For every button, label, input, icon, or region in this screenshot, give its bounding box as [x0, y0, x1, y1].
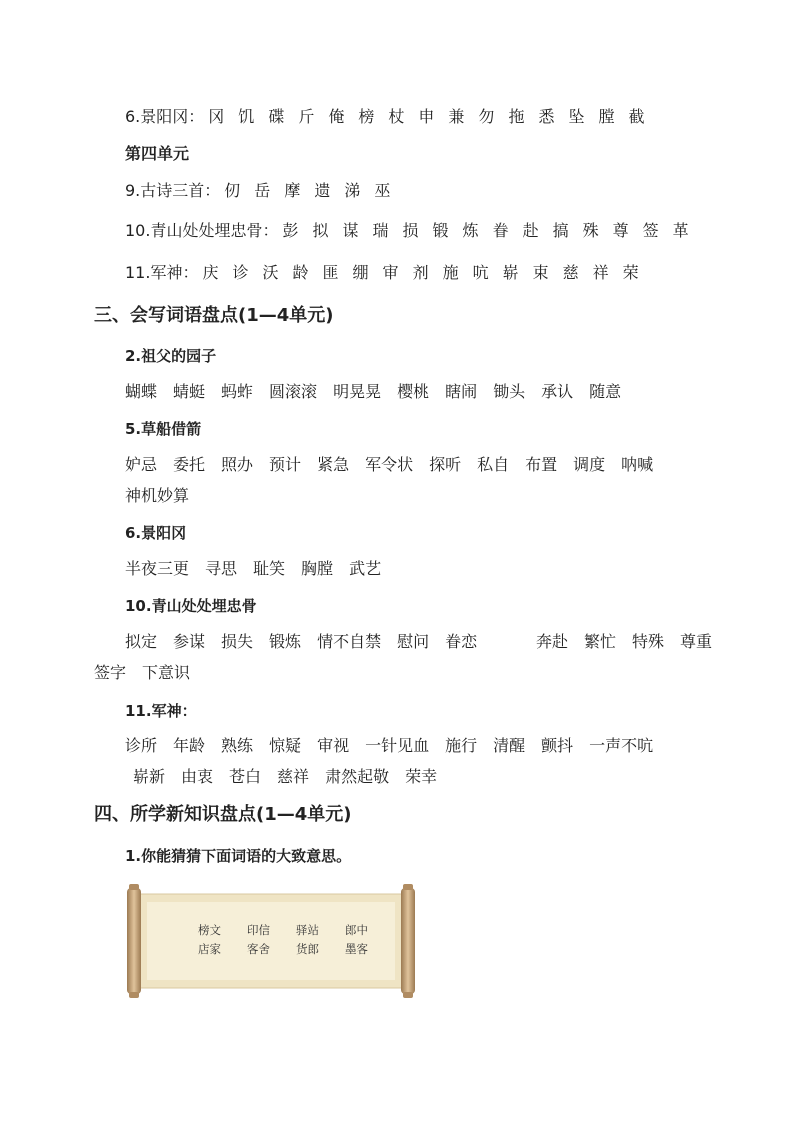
char: 审	[382, 263, 399, 282]
lesson6-char-row	[125, 106, 659, 128]
char: 饥	[238, 107, 255, 126]
char: 慈	[562, 263, 579, 282]
char: 崭	[502, 263, 519, 282]
word: 照办	[221, 455, 254, 474]
word: 瞎闹	[445, 382, 478, 401]
char: 瑞	[372, 221, 389, 240]
vocab-l10-words-1b	[536, 631, 712, 653]
word: 尊重	[680, 632, 713, 651]
vocab-l10-title: 10.青山处处埋忠骨	[125, 597, 257, 615]
word: 审视	[317, 736, 350, 755]
word: 荣幸	[405, 767, 438, 786]
char: 谋	[342, 221, 359, 240]
char: 剂	[412, 263, 429, 282]
char: 龄	[292, 263, 309, 282]
word: 调度	[573, 455, 606, 474]
char: 沃	[262, 263, 279, 282]
scroll-term: 墨客	[345, 942, 368, 956]
vocab-l10-words-2	[94, 662, 206, 684]
word: 樱桃	[397, 382, 430, 401]
word: 委托	[173, 455, 206, 474]
word: 损失	[221, 632, 254, 651]
char: 巫	[374, 181, 391, 200]
word: 签字	[94, 663, 127, 682]
char: 申	[418, 107, 435, 126]
word: 繁忙	[584, 632, 617, 651]
scroll-term: 驿站	[296, 923, 319, 937]
word: 蝴蝶	[125, 382, 158, 401]
word: 情不自禁	[317, 632, 382, 651]
char: 眷	[492, 221, 509, 240]
vocab-l2-words	[125, 381, 637, 403]
word: 年龄	[173, 736, 206, 755]
char: 拖	[508, 107, 525, 126]
char: 荣	[622, 263, 639, 282]
vocab-l11-title: 11.军神：	[125, 702, 197, 720]
char: 革	[672, 221, 689, 240]
char: 膛	[598, 107, 615, 126]
word: 私自	[477, 455, 510, 474]
word: 呐喊	[621, 455, 654, 474]
word: 诊所	[125, 736, 158, 755]
scroll-term: 榜文	[198, 923, 221, 937]
char: 赴	[522, 221, 539, 240]
char: 勿	[478, 107, 495, 126]
word: 承认	[541, 382, 574, 401]
char: 匪	[322, 263, 339, 282]
section4-title: 四、所学新知识盘点(1—4单元)	[94, 804, 352, 825]
word: 崭新	[133, 767, 166, 786]
char: 祥	[592, 263, 609, 282]
word: 特殊	[632, 632, 665, 651]
section3-title: 三、会写词语盘点(1—4单元)	[94, 305, 334, 326]
word: 参谋	[173, 632, 206, 651]
char: 遗	[314, 181, 331, 200]
word: 一声不吭	[589, 736, 654, 755]
char: 截	[628, 107, 645, 126]
word: 胸膛	[301, 559, 334, 578]
word: 探听	[429, 455, 462, 474]
word: 武艺	[349, 559, 382, 578]
word: 布置	[525, 455, 558, 474]
word: 拟定	[125, 632, 158, 651]
word: 耻笑	[253, 559, 286, 578]
word: 惊疑	[269, 736, 302, 755]
char: 诊	[232, 263, 249, 282]
word: 锄头	[493, 382, 526, 401]
char: 绷	[352, 263, 369, 282]
word: 苍白	[229, 767, 262, 786]
vocab-l2-title: 2.祖父的园子	[125, 347, 217, 365]
lesson9-char-row	[125, 180, 404, 202]
char: 摩	[284, 181, 301, 200]
char: 悉	[538, 107, 555, 126]
word: 熟练	[221, 736, 254, 755]
lesson9-label: 9.古诗三首：	[125, 181, 221, 200]
char: 杖	[388, 107, 405, 126]
char: 庆	[202, 263, 219, 282]
vocab-l10-words-1a	[125, 631, 493, 653]
char: 涕	[344, 181, 361, 200]
word: 圆滚滚	[269, 382, 318, 401]
char: 搞	[552, 221, 569, 240]
word: 锻炼	[269, 632, 302, 651]
question1: 1.你能猜猜下面词语的大致意思。	[125, 847, 352, 865]
unit4-heading: 第四单元	[125, 144, 190, 163]
word: 寻思	[205, 559, 238, 578]
scroll-term: 货郎	[296, 942, 319, 956]
word: 军令状	[365, 455, 414, 474]
word: 清醒	[493, 736, 526, 755]
char: 冈	[208, 107, 225, 126]
vocab-l5-words-1	[125, 454, 669, 476]
vocab-l11-words-1	[125, 735, 669, 757]
vocab-l11-words-2	[133, 766, 453, 788]
word: 颤抖	[541, 736, 574, 755]
scroll-term: 郎中	[345, 923, 368, 937]
word: 神机妙算	[125, 486, 190, 505]
char: 坠	[568, 107, 585, 126]
word: 慰问	[397, 632, 430, 651]
vocab-l6-words	[125, 558, 397, 580]
word: 预计	[269, 455, 302, 474]
word: 眷恋	[445, 632, 478, 651]
char: 锻	[432, 221, 449, 240]
char: 殊	[582, 221, 599, 240]
char: 榜	[358, 107, 375, 126]
word: 施行	[445, 736, 478, 755]
vocab-l6-title: 6.景阳冈	[125, 524, 187, 542]
word: 一针见血	[365, 736, 430, 755]
word: 紧急	[317, 455, 350, 474]
word: 蜻蜓	[173, 382, 206, 401]
char: 施	[442, 263, 459, 282]
char: 损	[402, 221, 419, 240]
scroll-terms-row-2	[198, 941, 368, 957]
char: 签	[642, 221, 659, 240]
word: 下意识	[142, 663, 191, 682]
word: 肃然起敬	[325, 767, 390, 786]
lesson11-char-row	[125, 262, 653, 284]
char: 吭	[472, 263, 489, 282]
word: 由衷	[181, 767, 214, 786]
vocab-l5-title: 5.草船借箭	[125, 420, 202, 438]
scroll-term: 店家	[198, 942, 221, 956]
word: 蚂蚱	[221, 382, 254, 401]
scroll-term: 客舍	[247, 942, 270, 956]
lesson10-label: 10.青山处处埋忠骨：	[125, 221, 279, 240]
char: 尊	[612, 221, 629, 240]
vocab-l5-words-2	[125, 485, 205, 507]
char: 斤	[298, 107, 315, 126]
lesson6-label: 6.景阳冈：	[125, 107, 205, 126]
word: 奔赴	[536, 632, 569, 651]
char: 彭	[282, 221, 299, 240]
char: 束	[532, 263, 549, 282]
char: 仞	[224, 181, 241, 200]
char: 岳	[254, 181, 271, 200]
char: 炼	[462, 221, 479, 240]
lesson11-label: 11.军神：	[125, 263, 199, 282]
char: 俺	[328, 107, 345, 126]
word: 半夜三更	[125, 559, 190, 578]
char: 碟	[268, 107, 285, 126]
scroll-term: 印信	[247, 923, 270, 937]
word: 慈祥	[277, 767, 310, 786]
word: 明晃晃	[333, 382, 382, 401]
word: 随意	[589, 382, 622, 401]
char: 兼	[448, 107, 465, 126]
lesson10-char-row	[125, 220, 703, 242]
char: 拟	[312, 221, 329, 240]
word: 妒忌	[125, 455, 158, 474]
scroll-terms-row-1	[198, 922, 368, 938]
